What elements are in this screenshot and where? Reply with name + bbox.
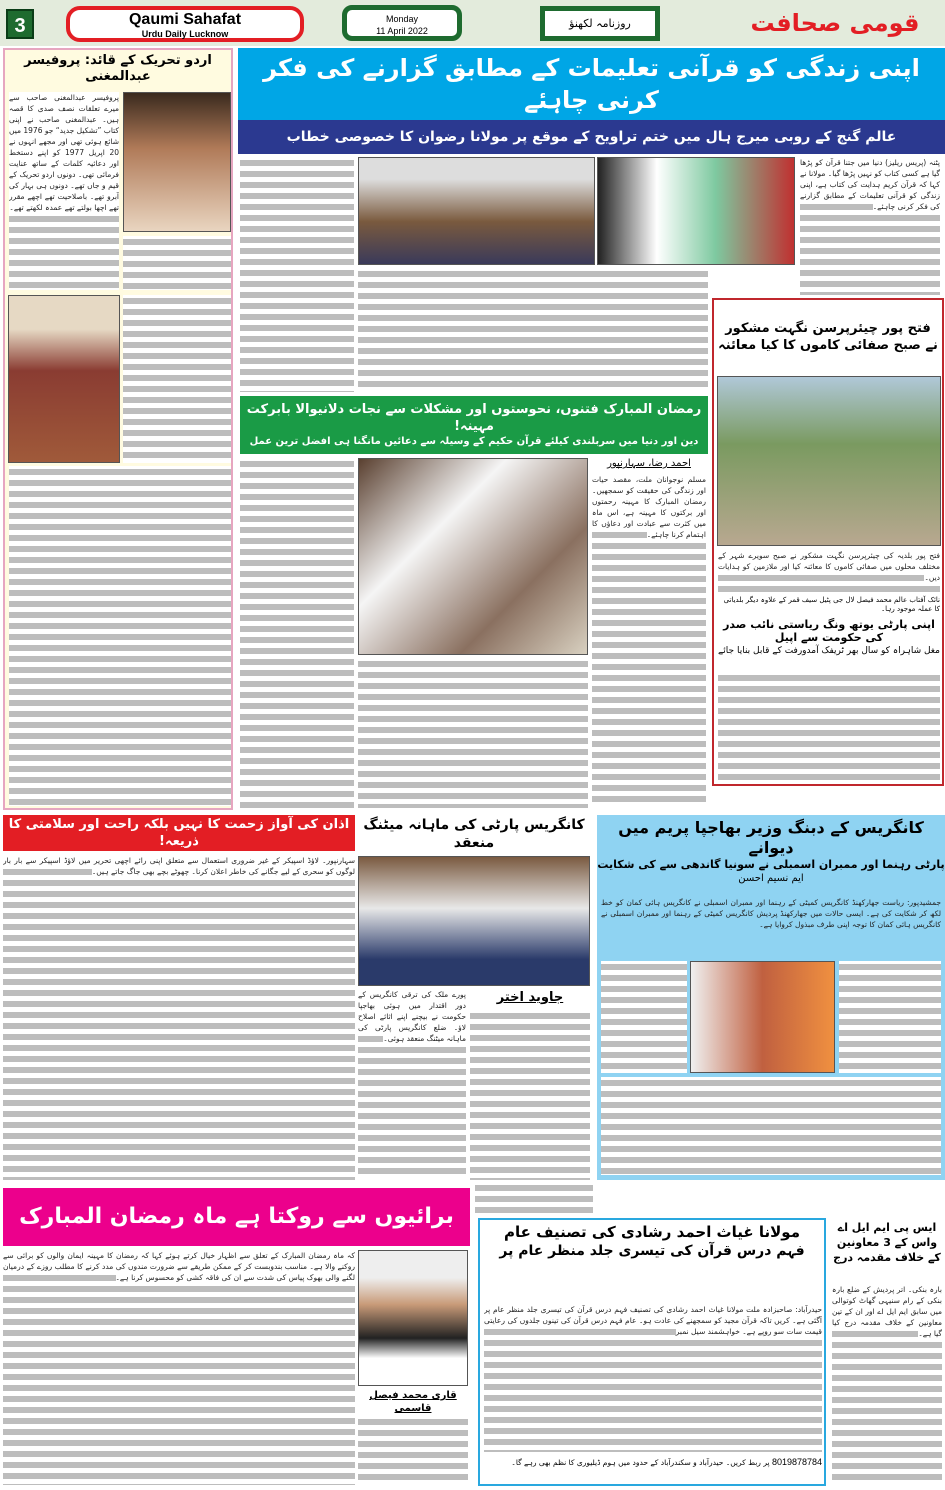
lead-body: پٹنہ (پریس ریلیز) دنیا میں جتنا قرآن کو پڑھا گیا ہے کسی کتاب کو نہیں پڑھا گیا۔ مولانا نے کہا کہ قرآن کریم ہدایت کی کتاب ہے، اپنی زندگی کو قرآنی تعلیمات کے مطابق گزارنے کی فکر کرنی چاہئے۔ [800,157,940,295]
congress-bjp-headline: کانگریس کے دبنگ وزیر بھاجپا پریم میں دیوانے [618,818,924,857]
fatehpur-subhead: اپنی پارٹی یوتھ ونگ ریاستی نائب صدر کی حکومت سے اپیل [723,618,935,644]
book-body: حیدرآباد: صاحبزادہ ملت مولانا غیاث احمد رشادی کی تصنیف فہم درس قرآن کی تیسری جلد منظر عام پر آگئی ہے۔ کریں تاکہ قرآن مجید کو سمجھنے کی عادت ہو۔ عام فہم درس قرآن کی تینوں جلدوں کی رعایتی قیمت سات سو روپے ہے۔ خواہشمند سیل نمبر [484,1304,822,1452]
congress-meeting-body-2 [470,1010,590,1180]
lead-subhead: عالم گنج کے روبی میرج ہال میں ختم تراویح کے موقع پر مولانا رضوان کا خصوصی خطاب [238,120,945,154]
ramzan-body-col [240,458,354,808]
ramzan2-body: کہ ماہ رمضان المبارک کے تعلق سے اظہار خیال کرتے ہوئے کہا کہ رمضان کا مہینہ ایمان والوں کو برائی سے روکنے والا ہے۔ مناسب بندوبست کر کے ممکن طریقے سے ضرورت مندوں کی مدد کرنے کا مطلب روزے کے درمیان لگنے والی بھوک پیاس کی شدت سے ان کی فاقہ کشی کو محسوس کرنا ہے۔ [3,1250,355,1485]
profile-body-4 [9,466,231,806]
fatehpur-caption: نائک آفتاب عالم محمد فیصل لال جی پٹیل سیف قمر کے علاوہ دیگر بلدیاتی کا عملہ موجود رہا۔ [723,596,940,613]
profile-photo [123,92,231,232]
ramzan-body: مسلم نوجوانان ملت، مقصد حیات اور زندگی کی حقیقت کو سمجھیں۔ رمضان المبارک کا مہینہ رحمتوں اور برکتوں کا مہینہ ہے، اس ماہ میں کثرت سے عبادت اور دعاؤں کا اہتمام کرنا چاہئے۔ [592,474,706,807]
profile-body-3 [123,295,231,463]
fatehpur-body: فتح پور بلدیہ کی چیئرپرسن نگہت مشکور نے صبح سویرے شہر کے مختلف محلوں میں صفائی کاموں کا معائنہ کیا اور ملازمین کو ہدایات دیں۔ [718,550,940,594]
mla-headline: ایس پی ایم ایل اے واس کے 3 معاونین کے خلاف مقدمہ درج [833,1221,941,1264]
fatehpur-headline: فتح پور چیئرپرسن نگہت مشکور نے صبح صفائی کاموں کا کیا معائنہ [718,321,938,353]
ramzan-photo [358,458,588,655]
congress-meeting-byline: جاوید اختر [496,990,564,1005]
azan-body: سہارنپور۔ لاؤڈ اسپیکر کے غیر ضروری استعمال سے متعلق اپنی رائے اچھی تحریر میں لاؤڈ اسپیکر سے بار بار لوگوں کو سحری کے لیے جگانے کی خاطر اعلان کرنا۔ چھوٹے بچے بھی جاگ جاتے ہیں۔ [3,855,355,1180]
page-number: 3 [6,9,34,39]
congress-bjp-body-2 [601,961,687,1073]
congress-bjp-article [597,815,945,1180]
fatehpur-body-2 [718,672,940,782]
book-article [478,1218,826,1486]
congress-bjp-body: جمشیدپور: ریاست جھارکھنڈ کانگریس کمیٹی کے رہنما اور ممبران اسمبلی نے کانگریس ہائی کمان کو خط لکھ کر شکایت کی ہے۔ ایسی حالات میں جھارکھنڈ پردیش کانگریس کمیٹی کے رہنما اور ممبران اسمبلی نے کانگریس ہائی کمان کا توجہ اپنی طرف مبذول کروایا ہے۔ [601,897,941,959]
profile-title: اردو تحریک کے قائد: پروفیسر عبدالمغنی [24,53,212,84]
lead-photo-2 [597,157,795,265]
congress-bjp-subhead: پارٹی رہنما اور ممبران اسمبلی نے سونیا گاندھی سے کی شکایت [597,858,945,871]
congress-bjp-byline: ایم نسیم احسن [738,873,804,884]
ramzan2-photo [358,1250,468,1386]
azan-headline: اذان کی آواز زحمت کا نہیں بلکہ راحت اور سلامتی کا ذریعہ! [3,815,355,851]
lead-headline: اپنی زندگی کو قرآنی تعلیمات کے مطابق گزارنے کی فکر کرنی چاہئے [238,48,945,120]
ramzan2-body-2 [358,1416,468,1485]
ramzan-header [240,396,708,454]
book-footer-text: پر ربط کریں۔ حیدرآباد و سکندرآباد کے حدود میں ہوم ڈیلیوری کا نظم بھی رہے گا۔ [511,1458,770,1467]
congress-meeting-body: پورے ملک کی ترقی کانگریس کے دور اقتدار میں ہوئی بھاجپا حکومت نے بیچنے اپنے اثاثے اصلاح لاؤ۔ ضلع کانگریس پارٹی کی ماہانہ میٹنگ منعقد ہوئی۔ [358,989,466,1179]
congress-bjp-body-3 [839,961,941,1073]
congress-bjp-body-4 [601,1077,941,1175]
congress-meeting-photo [358,856,590,986]
congress-bjp-photo [690,961,835,1073]
newspaper-name: Qaumi Sahafat [128,11,242,28]
fatehpur-photo [717,376,941,546]
profile-photo-2 [8,295,120,463]
profile-body: پروفیسر عبدالمغنی صاحب سے میرے تعلقات نصف صدی کا قصہ ہیں۔ عبدالمغنی صاحب نے اپنی کتاب ”تشکیل جدید“ جو 1976 میں شائع ہوئی تھی اور مجھے انہوں نے 20 اپریل 1977 کو اپنے دستخط اور دعائیہ کلمات کے ساتھ عنایت فرمائی تھی۔ دونوں اردو تحریک کے قیم و جاں تھے۔ دونوں ہی بہار کی آبرو تھے۔ باصلاحیت تھے اچھے مقرر تھے اچھا بولتے تھے عمدہ لکھتے تھے۔ [9,92,119,290]
profile-article [3,48,233,810]
fatehpur-article [712,298,944,786]
logo-urdu: قومی صحافت [750,9,920,37]
date-box [342,5,462,41]
ramzan-body-cols [358,658,588,808]
congress-meeting-headline: کانگریس پارٹی کی ماہانہ میٹنگ منعقد [363,817,585,851]
ramzan-subhead: دین اور دنیا میں سربلندی کیلئے قرآن حکیم کے وسیلہ سے دعائیں مانگنا ہی افضل ترین عمل [249,436,699,447]
ramzan-headline: رمضان المبارک فتنوں، نحوستوں اور مشکلات سے نجات دلانیوالا بابرکت مہینہ! [246,402,702,434]
mla-body: بارہ بنکی۔ اتر پردیش کے ضلع بارہ بنکی کے رام سنیہی گھاٹ کوتوالی میں سابق ایم ایل اے اور ان کے تین معاونین کے خلاف مقدمہ درج کیا گیا ہے۔ [832,1284,942,1485]
ramzan2-caption: قاری محمد فیصل قاسمی [369,1390,457,1414]
newspaper-tagline: Urdu Daily Lucknow [141,29,229,39]
book-headline-2: فہم درس قرآن کی تیسری جلد منظر عام پر [499,1243,805,1259]
lead-body-cols [358,268,708,392]
day: Monday [385,14,419,24]
book-phone: 8019878784 [771,1457,822,1467]
newspaper-name-box [66,6,304,42]
ramzan-byline: احمد رضا، سہارنپور [607,458,691,469]
lead-photo-1 [358,157,595,265]
book-footer [484,1456,822,1469]
profile-body-2 [123,236,231,290]
book-headline: مولانا غیاث احمد رشادی کی تصنیف عام [504,1223,800,1241]
congress-meeting-body-tail [475,1182,593,1215]
ramzan2-headline: برائیوں سے روکتا ہے ماہ رمضان المبارک [3,1188,470,1246]
fatehpur-subhead-2: مغل شاہراہ کو سال بھر ٹریفک آمدورفت کے قابل بنایا جائے [718,646,940,656]
date: 11 April 2022 [376,26,428,36]
lead-body-col [240,157,354,392]
roznama-box: روزنامہ لکھنؤ [540,6,660,41]
